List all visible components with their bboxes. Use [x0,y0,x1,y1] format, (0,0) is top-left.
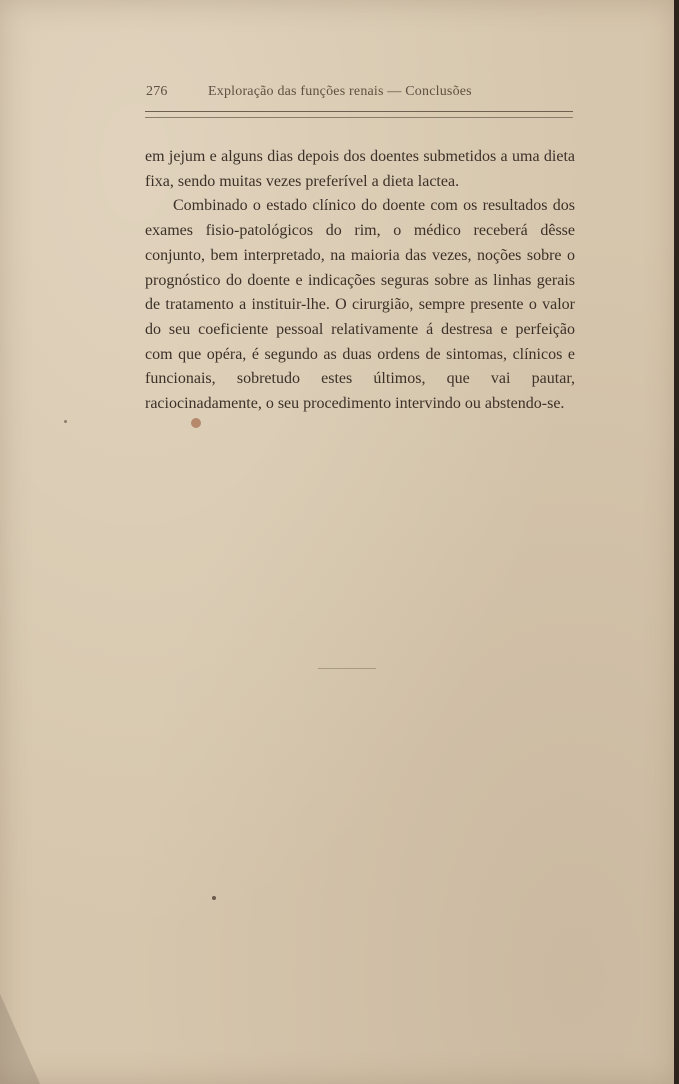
ink-stain [191,418,201,428]
paragraph-continued: em jejum e alguns dias depois dos doentes submetidos a uma dieta fixa, sendo muitas vezes preferível a dieta lactea. [145,148,575,190]
bleed-through-rule [318,668,376,669]
header-rule-top [145,111,573,112]
ink-dot [212,896,216,900]
page-number: 276 [146,84,168,99]
ink-dot [64,420,67,423]
page-corner-fold [0,994,40,1084]
body-text [145,145,575,417]
paragraph: Combinado o estado clínico do doente com os resultados dos exames fisio-patológicos do rim, o médico receberá dêsse conjunto, bem interpretado, na maioria das vezes, noções sobre o prognóstico do doente e indicações seguras sobre as linhas gerais de tratamento a instituir-lhe. O cirurgião, sempre presente o valor do seu coeficiente pessoal relativamente á destresa e perfeição com que opéra, é segundo as duas ordens de sintomas, clínicos e funcionais, sobretudo estes últimos, que vai pautar, raciocinadamente, o seu procedimento intervindo ou abstendo-se. [145,197,575,413]
running-title: Exploração das funções renais — Conclusões [208,84,472,99]
header-rule-bottom [145,117,573,118]
page-edge [674,0,679,1084]
